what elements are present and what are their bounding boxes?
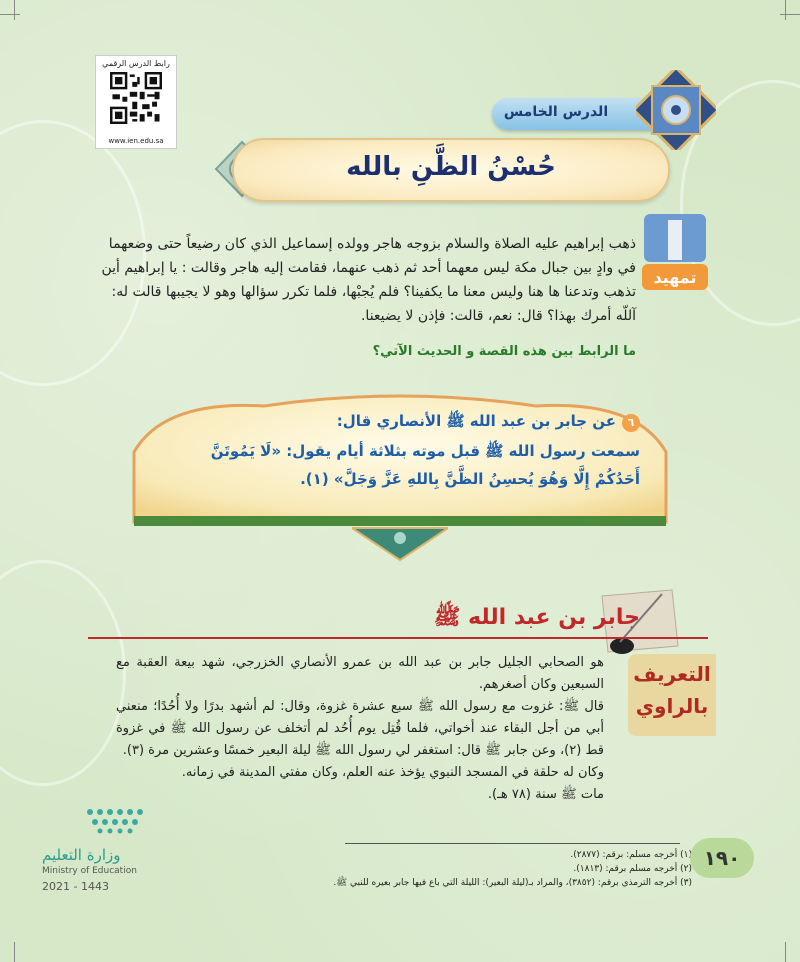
qr-code-icon — [110, 72, 162, 124]
intro-line: في وادٍ بين جبال مكة ليس معهما أحد ثم ذهب عنهما، فقامت إليه هاجر وقالت : يا إبراهيم أين — [101, 260, 636, 276]
hadith-line1-text: عن جابر بن عبد الله ﷺ الأنصاري قال: — [336, 412, 616, 430]
ministry-name-en: Ministry of Education — [42, 866, 137, 876]
narrator-biography — [116, 652, 604, 806]
narrator-badge — [628, 654, 716, 736]
intro-line: تذهب وتدعنا ها هنا وليس معنا ما يكفينا؟ فلم يُجبْها، فلما تكرر سؤالها وهو لا يجيبها قالت له: — [111, 284, 636, 300]
lesson-title-banner — [232, 138, 670, 202]
narrator-name: جابر بن عبد الله ﷺ — [433, 605, 640, 630]
narrator-paragraph: مات ﷺ سنة (٧٨ هـ). — [487, 787, 604, 802]
crop-mark — [14, 0, 15, 20]
qr-caption: رابط الدرس الرقمي — [102, 59, 170, 68]
lesson-title: حُسْنُ الظَّنِ بالله — [346, 152, 556, 182]
digital-lesson-qr[interactable] — [95, 55, 177, 149]
hadith-intro-line — [160, 412, 640, 434]
crop-mark — [780, 14, 800, 15]
hadith-bottom-ornament-icon — [352, 526, 448, 562]
intro-line: ذهب إبراهيم عليه الصلاة والسلام بزوجه هاجر وولده إسماعيل الذي كان رضيعاً حتى وضعهما — [108, 236, 636, 252]
hadith-number: ٦ — [622, 414, 640, 432]
intro-question: ما الرابط بين هذه القصة و الحديث الآتي؟ — [372, 344, 636, 359]
intro-line: آللّه أمرك بهذا؟ قال: نعم، قالت: فإذن لا يضيعنا. — [360, 308, 636, 324]
intro-badge-icon — [642, 212, 708, 292]
qr-url: www.ien.edu.sa — [108, 137, 164, 145]
edition-year: 2021 - 1443 — [42, 880, 109, 893]
badge-line1: التعريف — [633, 662, 711, 686]
footnote: (٢) أخرجه مسلم برقم: (١٨١٣). — [573, 864, 692, 874]
badge-line2: بالراوي — [635, 694, 709, 718]
crop-mark — [785, 0, 786, 20]
narrator-paragraph: هو الصحابي الجليل جابر بن عبد الله بن عمرو الأنصاري الخزرجي، شهد بيعة العقبة مع السبعين وكان أصغرهم. — [116, 655, 604, 692]
footnotes — [300, 848, 692, 890]
narrator-paragraph: وكان له حلقة في المسجد النبوي يؤخذ عنه العلم، وكان مفتي المدينة في زمانه. — [181, 765, 604, 780]
lesson-ornament-icon — [636, 70, 716, 150]
intro-badge-label: تمهيد — [653, 268, 697, 287]
page-number-badge — [690, 838, 754, 878]
background-ornament — [0, 560, 126, 786]
hadith-text — [160, 412, 640, 488]
narrator-divider — [88, 637, 708, 639]
page-number: ١٩٠ — [703, 846, 741, 870]
hadith-line2: سمعت رسول الله ﷺ قبل موته بثلاثة أيام يقول: «لَا يَمُوتَنَّ — [210, 442, 640, 460]
crop-mark — [785, 942, 786, 962]
footnote: (٣) أخرجه الترمذي برقم: (٣٨٥٢)، والمراد بـ(ليلة البعير): الليلة التي باع فيها جابر بعيره للنبي ﷺ. — [333, 878, 692, 888]
intro-paragraph — [88, 232, 636, 328]
ministry-logo-icon — [84, 806, 148, 834]
footnote-divider — [345, 843, 680, 844]
crop-mark — [14, 942, 15, 962]
footnote: ١) أخرجه مسلم: برقم: (٢٨٧٧). — [570, 850, 689, 860]
ministry-name-ar: وزارة التعليم — [42, 846, 121, 864]
narrator-paragraph: قال ﷺ: غزوت مع رسول الله ﷺ سبع عشرة غزوة، وقال: لم أشهد بدرًا ولا أُحُدًا؛ منعني أبي من أجل البقاء عند أخواتي، فلما قُتِل يوم أُحُد لم أتخلف عن رسول الله ﷺ في غزوة قط (٢)، وعن جابر ﷺ قال: استغفر لي رسول الله ﷺ ليلة البعير خمسًا وعشرين مرة (٣). — [116, 699, 604, 758]
lesson-label: الدرس الخامس — [503, 104, 609, 120]
hadith-line3: أَحَدُكُمْ إِلَّا وَهُوَ يُحسِنُ الظَّنَّ بِاللهِ عَزَّ وَجَلَّ» (١). — [300, 470, 640, 488]
crop-mark — [0, 14, 20, 15]
